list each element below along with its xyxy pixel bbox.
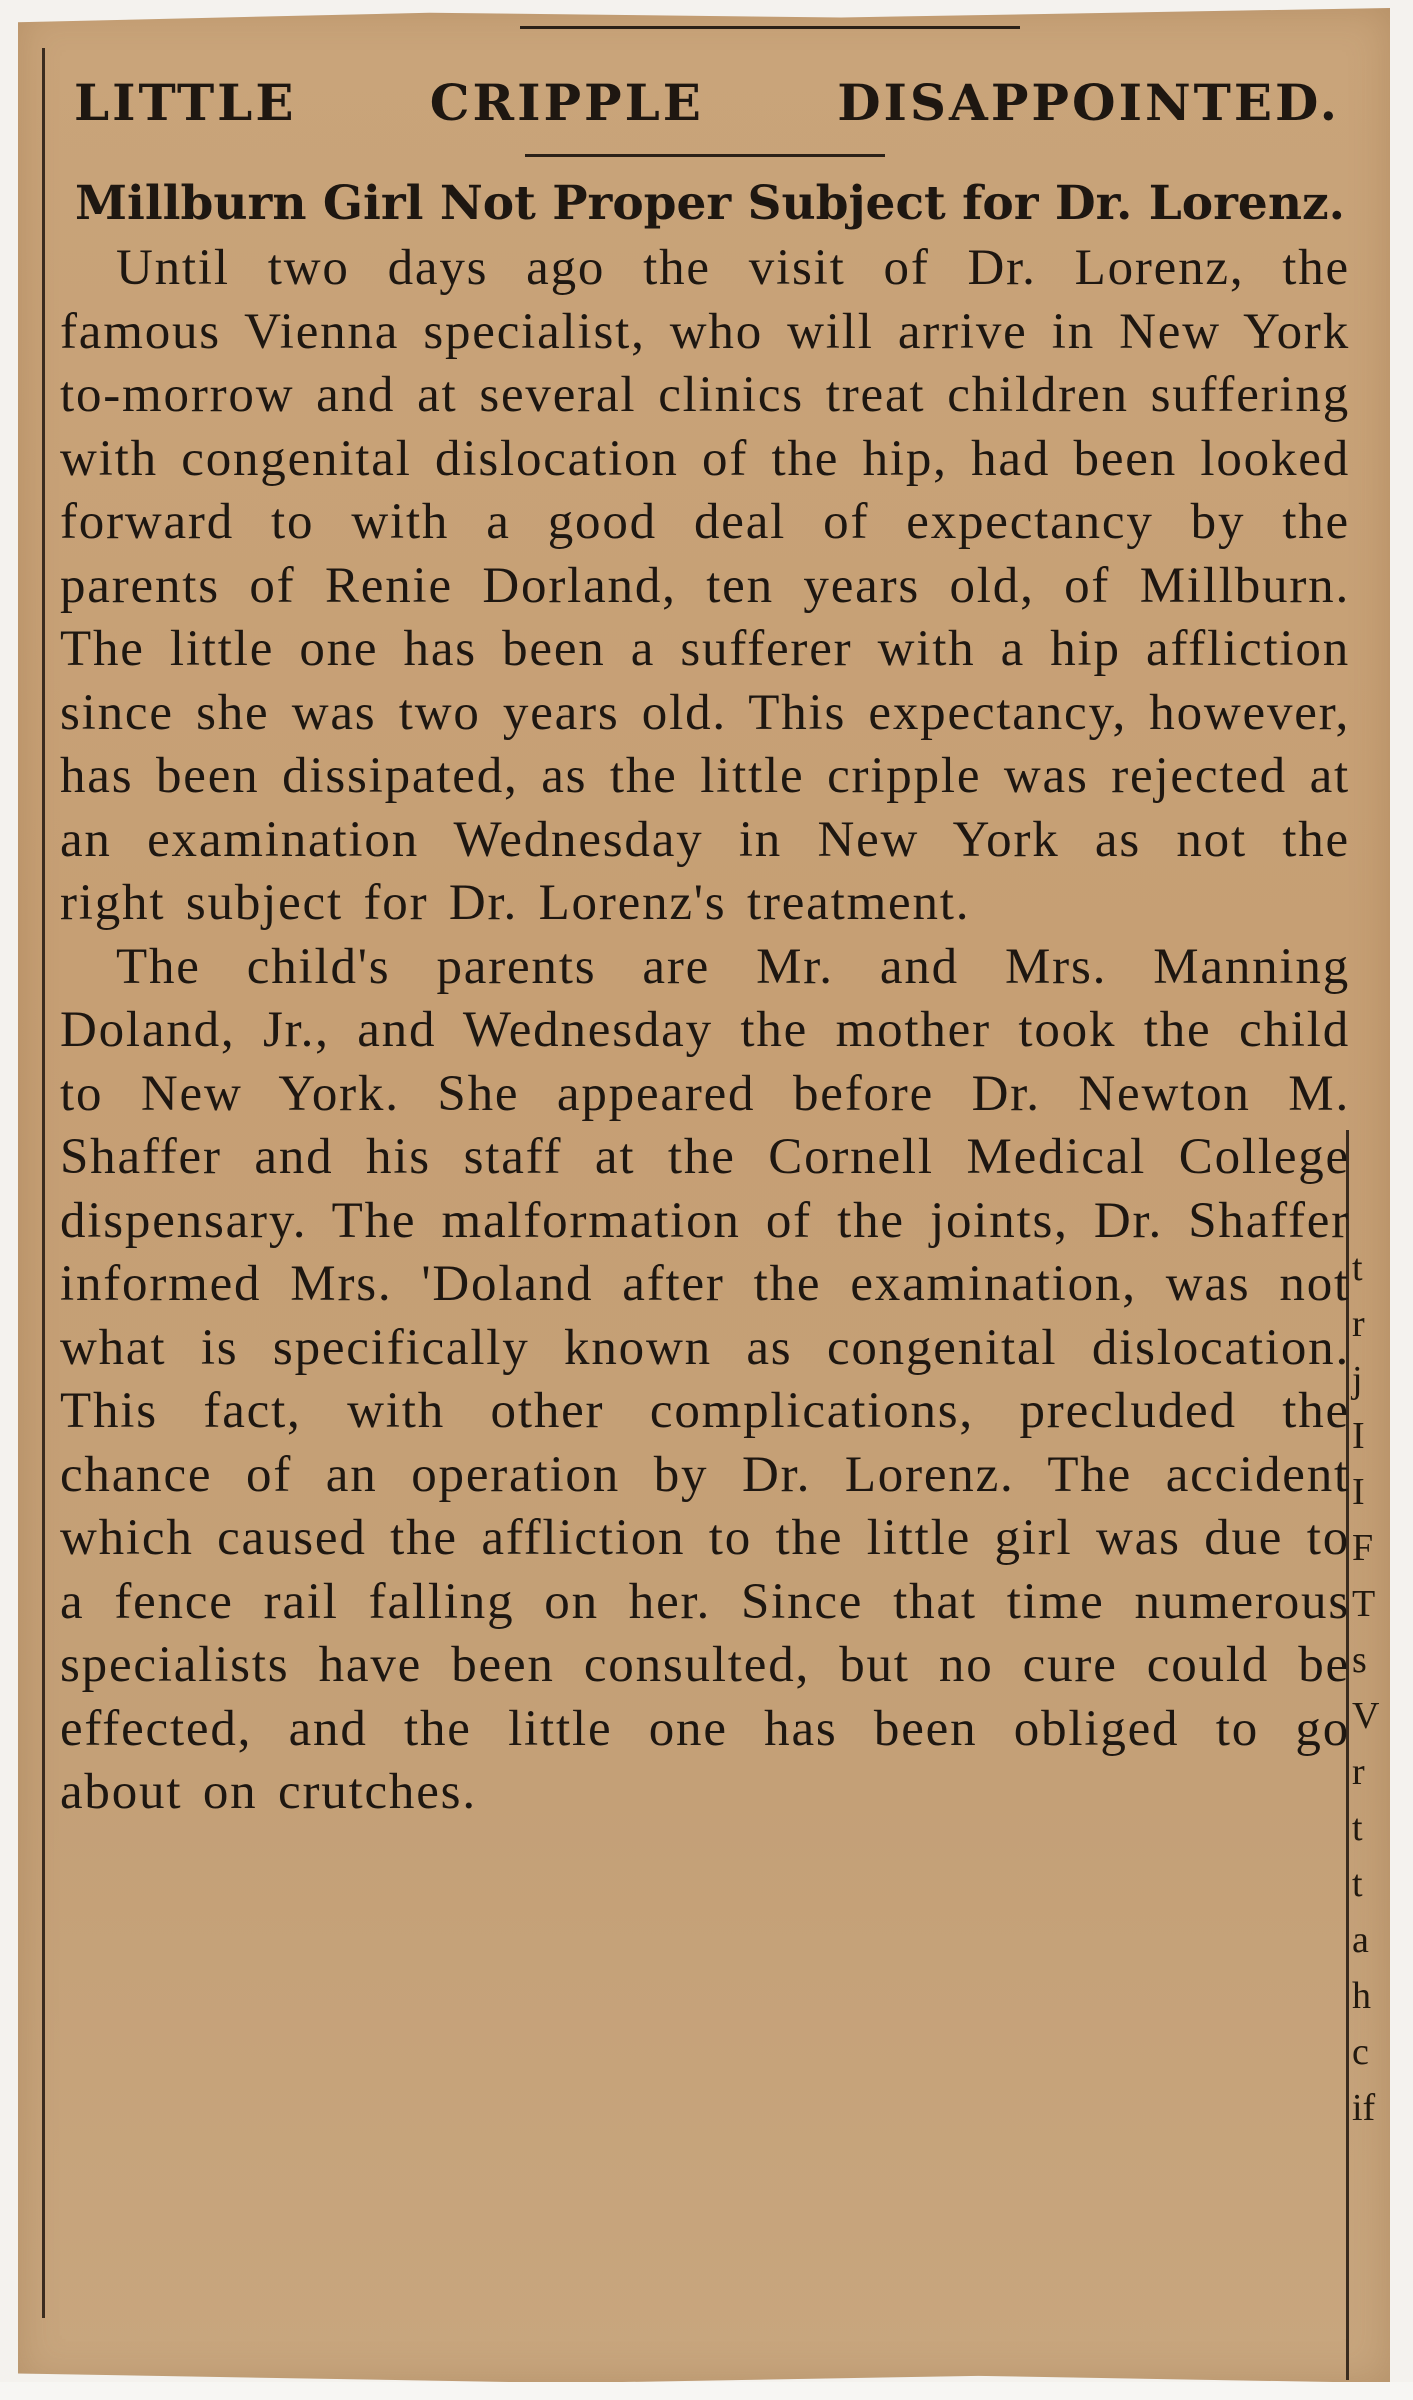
fragment-letter: h: [1352, 1975, 1371, 2017]
article-paragraph: Until two days ago the visit of Dr. Lorenz, the famous Vienna specialist, who will arrive in New York to-morrow and at several clinics treat children suffering with congenital dislocation of the hip, had been looked forward to with a good deal of expectancy by the parents of Renie Dorland, ten years old, of Millburn. The little one has been a sufferer with a hip affliction since she was two years old. This expectancy, however, has been dissipated, as the little cripple was rejected at an examination Wednesday in New York as not the right subject for Dr. Lorenz's treatment.: [60, 240, 1350, 931]
headline-word: LITTLE: [74, 73, 297, 132]
fragment-letter: r: [1352, 1751, 1365, 1793]
fragment-letter: t: [1352, 1807, 1363, 1849]
fragment-letter: j: [1352, 1359, 1363, 1401]
fragment-letter: t: [1352, 1863, 1363, 1905]
headline-word: CRIPPLE: [429, 73, 704, 132]
fragment-letter: t: [1352, 1247, 1363, 1289]
fragment-letter: T: [1352, 1583, 1376, 1625]
headline-divider: [525, 154, 885, 157]
fragment-letter: r: [1352, 1303, 1365, 1345]
subheadline: Millburn Girl Not Proper Subject for Dr. Lorenz.: [74, 176, 1346, 231]
fragment-letter: c: [1352, 2031, 1369, 2073]
headline-word: DISAPPOINTED.: [837, 73, 1340, 132]
fragment-letter: s: [1352, 1639, 1367, 1681]
fragment-letter: I: [1352, 1415, 1365, 1457]
left-column-rule: [42, 48, 45, 2318]
fragment-letter: I: [1352, 1471, 1365, 1513]
article-paragraph: The child's parents are Mr. and Mrs. Manning Doland, Jr., and Wednesday the mother took the child to New York. She appeared before Dr. Newton M. Shaffer and his staff at the Cornell Medical College dispensary. The malformation of the joints, Dr. Shaffer informed Mrs. 'Doland after the examination, was not what is specifically known as congenital dislocation. This fact, with other complications, precluded the chance of an operation by Dr. Lorenz. The accident which caused the affliction to the little girl was due to a fence rail falling on her. Since that time numerous specialists have been consulted, but no cure could be effected, and the little one has been obliged to go about on crutches.: [60, 938, 1350, 1820]
scanner-background: [0, 2382, 1413, 2400]
fragment-letter: if: [1352, 2087, 1376, 2129]
adjacent-column-fragments: [1352, 1240, 1392, 2136]
top-column-rule: [520, 26, 1020, 29]
fragment-letter: V: [1352, 1695, 1380, 1737]
article-column: [60, 60, 1350, 1825]
fragment-letter: a: [1352, 1919, 1369, 1961]
article-body: [60, 237, 1350, 1825]
fragment-letter: F: [1352, 1527, 1374, 1569]
headline: [60, 60, 1350, 146]
